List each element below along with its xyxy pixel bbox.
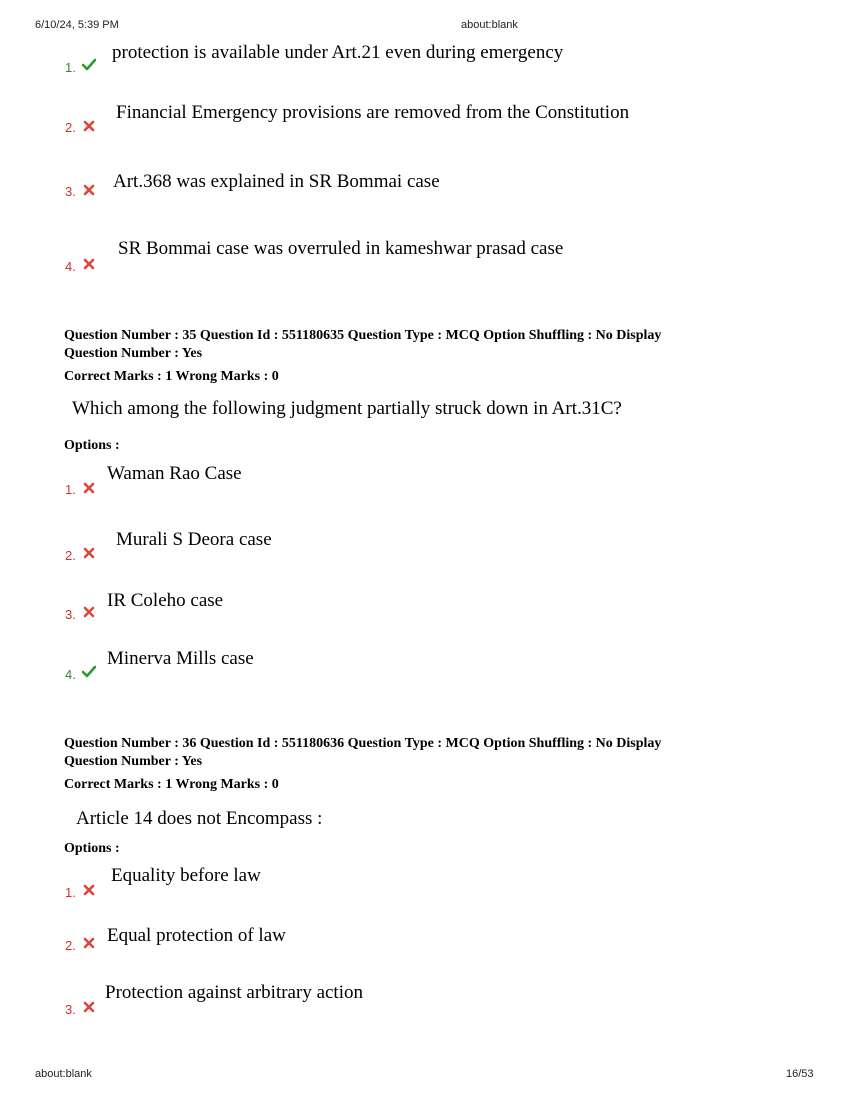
q36-option-2 (0, 925, 850, 958)
option-text: IR Coleho case (107, 590, 224, 611)
option-number: 3. (65, 1002, 76, 1017)
q35-marks: Correct Marks : 1 Wrong Marks : 0 (64, 369, 279, 384)
print-datetime: 6/10/24, 5:39 PM (35, 19, 119, 31)
q36-option-1 (0, 865, 850, 900)
q36-marks: Correct Marks : 1 Wrong Marks : 0 (64, 777, 279, 792)
q36-meta-line2: Question Number : Yes (64, 754, 203, 769)
q36-options-label: Options : (64, 841, 120, 856)
option-number: 1. (65, 60, 76, 75)
cross-icon (82, 257, 96, 271)
q35-meta-line1: Question Number : 35 Question Id : 551180635 Question Type : MCQ Option Shuffling : No Display (64, 328, 662, 343)
q36-question-text: Article 14 does not Encompass : (76, 808, 323, 829)
cross-icon (82, 605, 96, 619)
option-text: Protection against arbitrary action (105, 982, 363, 1003)
q35-option-1 (0, 463, 850, 497)
footer-url: about:blank (35, 1068, 92, 1080)
page-number: 16/53 (786, 1068, 814, 1080)
option-number: 2. (65, 548, 76, 563)
q35-meta-line2: Question Number : Yes (64, 346, 203, 361)
prev-option-1 (0, 42, 850, 75)
cross-icon (82, 936, 96, 950)
option-text: Art.368 was explained in SR Bommai case (113, 171, 440, 192)
check-icon (82, 665, 96, 679)
cross-icon (82, 119, 96, 133)
option-number: 3. (65, 184, 76, 199)
check-icon (82, 58, 96, 72)
prev-option-2 (0, 102, 850, 135)
q35-option-4 (0, 648, 850, 682)
print-url: about:blank (461, 19, 518, 31)
q35-option-3 (0, 590, 850, 623)
option-text: Minerva Mills case (107, 648, 254, 669)
cross-icon (82, 1000, 96, 1014)
option-number: 4. (65, 259, 76, 274)
option-text: SR Bommai case was overruled in kameshwar prasad case (118, 238, 564, 259)
cross-icon (82, 481, 96, 495)
q36-meta-line1: Question Number : 36 Question Id : 551180636 Question Type : MCQ Option Shuffling : No Display (64, 736, 662, 751)
option-text: Murali S Deora case (116, 529, 272, 550)
option-text: protection is available under Art.21 even during emergency (112, 42, 564, 63)
prev-option-4 (0, 238, 850, 274)
prev-option-3 (0, 171, 850, 204)
option-number: 2. (65, 120, 76, 135)
option-number: 1. (65, 885, 76, 900)
q35-question-text: Which among the following judgment partially struck down in Art.31C? (72, 398, 622, 419)
q35-option-2 (0, 529, 850, 563)
option-text: Waman Rao Case (107, 463, 242, 484)
option-text: Financial Emergency provisions are removed from the Constitution (116, 102, 630, 123)
cross-icon (82, 883, 96, 897)
q35-options-label: Options : (64, 438, 120, 453)
option-text: Equality before law (111, 865, 261, 886)
option-number: 1. (65, 482, 76, 497)
option-text: Equal protection of law (107, 925, 286, 946)
cross-icon (82, 183, 96, 197)
option-number: 2. (65, 938, 76, 953)
option-number: 3. (65, 607, 76, 622)
option-number: 4. (65, 667, 76, 682)
cross-icon (82, 546, 96, 560)
q36-option-3 (0, 982, 850, 1017)
